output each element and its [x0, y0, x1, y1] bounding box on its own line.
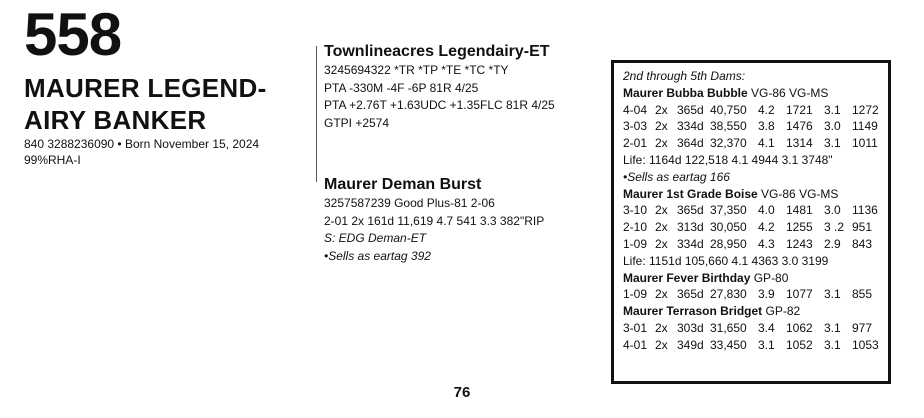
record-cell: 1052 — [786, 337, 813, 352]
record-cell: 3.1 — [824, 287, 841, 302]
record-cell: 2x — [655, 102, 668, 117]
record-cell: 1255 — [786, 220, 813, 235]
record-cell: 1062 — [786, 320, 813, 335]
record-cell: 2x — [655, 236, 668, 251]
animal-name-line1: MAURER LEGEND- — [24, 73, 267, 103]
record-cell: 2x — [655, 119, 668, 134]
record-cell: 4.0 — [758, 203, 775, 218]
dam-sire-line: S: EDG Deman-ET — [324, 231, 427, 245]
ancestral-dam-classification: GP-82 — [762, 304, 801, 319]
page-number: 76 — [453, 384, 471, 401]
sire-detail-line: PTA +2.76T +1.63UDC +1.35FLC 81R 4/25 — [324, 98, 555, 112]
record-cell: 1053 — [852, 337, 879, 352]
record-cell: 2x — [655, 337, 668, 352]
record-cell: 349d — [677, 337, 704, 352]
record-cell: 2x — [655, 320, 668, 335]
record-cell: 313d — [677, 220, 704, 235]
record-cell: 1149 — [852, 119, 878, 134]
lactation-record — [623, 135, 888, 152]
record-cell: 1314 — [786, 136, 813, 151]
record-cell: 32,370 — [710, 136, 747, 151]
ancestral-dam-classification: VG-86 VG-MS — [747, 85, 829, 100]
dam-note: •Sells as eartag 392 — [324, 248, 431, 263]
record-cell: 3.1 — [824, 337, 841, 352]
record-cell: 27,830 — [710, 287, 747, 302]
record-cell: 1481 — [786, 203, 813, 218]
ancestral-dam-note: •Sells as eartag 166 — [623, 169, 730, 184]
record-cell: 843 — [852, 236, 873, 251]
record-cell: 3.1 — [824, 320, 841, 335]
animal-id-line: 840 3288236090 • Born November 15, 2024 — [24, 137, 260, 151]
record-cell: 1476 — [786, 119, 813, 134]
record-cell: 1-09 — [623, 287, 648, 302]
lactation-record — [623, 202, 888, 219]
ancestral-dam-header — [623, 303, 888, 320]
record-cell: 365d — [677, 102, 704, 117]
record-cell: 1243 — [786, 236, 813, 251]
dam-detail-line: 2-01 2x 161d 11,619 4.7 541 3.3 382"RIP — [324, 213, 545, 228]
record-cell: 4-04 — [623, 102, 648, 117]
record-cell: 3 .2 — [824, 220, 845, 235]
record-cell: 1136 — [852, 203, 878, 218]
record-cell: 3.1 — [758, 337, 775, 352]
record-cell: 2-01 — [623, 136, 648, 151]
lactation-record — [623, 102, 888, 119]
record-cell: 31,650 — [710, 320, 747, 335]
record-cell: 364d — [677, 136, 704, 151]
record-cell: 2.9 — [824, 236, 841, 251]
animal-name-line2: AIRY BANKER — [24, 105, 207, 135]
ancestral-dams-box — [611, 60, 891, 384]
record-cell: 365d — [677, 203, 704, 218]
record-cell: 3.1 — [824, 136, 841, 151]
record-cell: 2x — [655, 220, 668, 235]
record-cell: 303d — [677, 320, 704, 335]
record-cell: 40,750 — [710, 102, 747, 117]
record-cell: 1721 — [786, 102, 813, 117]
ancestral-dam-header — [623, 186, 888, 203]
ancestral-dam-header — [623, 270, 888, 287]
record-cell: 3.0 — [824, 119, 841, 134]
record-cell: 2x — [655, 203, 668, 218]
record-cell: 4-01 — [623, 337, 648, 352]
record-cell: 855 — [852, 287, 873, 302]
record-cell: 3.0 — [824, 203, 841, 218]
pedigree-divider — [316, 46, 317, 182]
dam-detail-line: 3257587239 Good Plus-81 2-06 — [324, 196, 495, 210]
sire-detail-line: PTA -330M -4F -6P 81R 4/25 — [324, 80, 479, 95]
record-cell: 1-09 — [623, 236, 648, 251]
sire-name: Townlineacres Legendairy-ET — [324, 43, 550, 60]
ancestral-dam-name: Maurer 1st Grade Boise — [623, 186, 758, 201]
record-cell: 38,550 — [710, 119, 747, 134]
record-cell: 2-10 — [623, 220, 648, 235]
sire-block — [324, 42, 555, 132]
record-cell: 1077 — [786, 287, 813, 302]
record-cell: 4.1 — [758, 136, 775, 151]
record-cell: 3-01 — [623, 320, 648, 335]
record-cell: 37,350 — [710, 203, 747, 218]
sire-details — [324, 62, 555, 132]
record-cell: 3-10 — [623, 203, 648, 218]
record-cell: 4.3 — [758, 236, 775, 251]
dams-box-title: 2nd through 5th Dams: — [623, 69, 746, 83]
record-cell: 2x — [655, 136, 668, 151]
ancestral-dam-name: Maurer Bubba Bubble — [623, 85, 748, 100]
lactation-record — [623, 320, 888, 337]
record-cell: 1011 — [852, 136, 878, 151]
record-cell: 3.8 — [758, 119, 775, 134]
ancestral-dam-name: Maurer Terrason Bridget — [623, 304, 763, 319]
dam-name: Maurer Deman Burst — [324, 176, 482, 193]
record-cell: 365d — [677, 287, 704, 302]
record-cell: 334d — [677, 119, 704, 134]
ancestral-dam-classification: GP-80 — [750, 270, 789, 285]
record-cell: 2x — [655, 287, 668, 302]
record-cell: 3-03 — [623, 119, 648, 134]
sire-detail-line: 3245694322 *TR *TP *TE *TC *TY — [324, 63, 509, 77]
record-cell: 28,950 — [710, 236, 747, 251]
lactation-record — [623, 286, 888, 303]
lactation-record — [623, 118, 888, 135]
record-cell: 3.1 — [824, 102, 841, 117]
lactation-record — [623, 236, 888, 253]
lifetime-record: Life: 1164d 122,518 4.1 4944 3.1 3748" — [623, 152, 833, 167]
sire-detail-line: GTPI +2574 — [324, 115, 390, 130]
record-cell: 4.2 — [758, 220, 775, 235]
ancestral-dam-classification: VG-86 VG-MS — [757, 186, 839, 201]
record-cell: 33,450 — [710, 337, 747, 352]
lactation-record — [623, 219, 888, 236]
dam-details — [324, 195, 544, 230]
record-cell: 977 — [852, 320, 873, 335]
ancestral-dam-header — [623, 85, 888, 102]
lifetime-record: Life: 1151d 105,660 4.1 4363 3.0 3199 — [623, 253, 829, 268]
record-cell: 3.9 — [758, 287, 775, 302]
record-cell: 334d — [677, 236, 704, 251]
record-cell: 3.4 — [758, 320, 775, 335]
record-cell: 4.2 — [758, 102, 775, 117]
animal-rha: 99%RHA-I — [24, 153, 81, 167]
dam-block — [324, 175, 544, 265]
lot-number: 558 — [24, 1, 122, 68]
record-cell: 1272 — [852, 102, 879, 117]
dams-list — [623, 85, 888, 354]
ancestral-dam-name: Maurer Fever Birthday — [623, 270, 751, 285]
record-cell: 30,050 — [710, 220, 747, 235]
record-cell: 951 — [852, 220, 873, 235]
lactation-record — [623, 337, 888, 354]
